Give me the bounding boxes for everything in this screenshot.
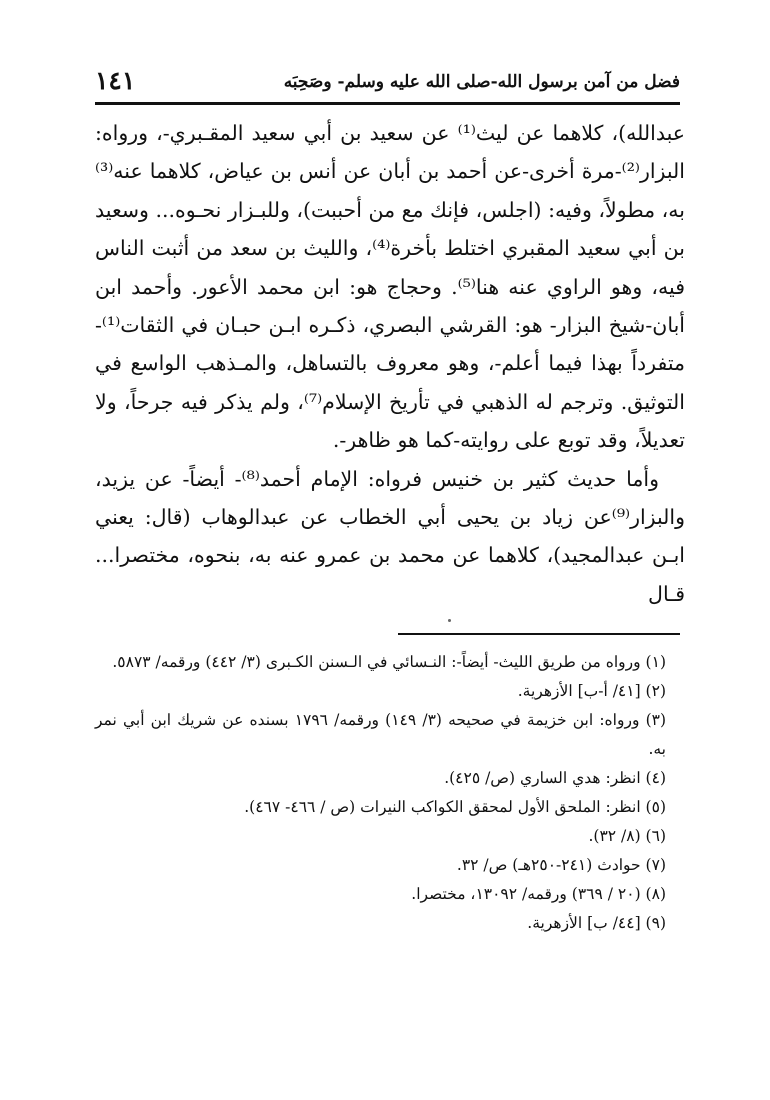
body-paragraph: وأما حديث كثير بن خنيس فرواه: الإمام أحمد⁽⁸⁾- أيضاً- عن يزيد، والبزار⁽⁹⁾عن زياد بن يحيى أبي الخطاب عن عبدالوهاب (قال: يعني ابـن عبدالمجيد)، كلاهما عن محمد بن عمرو عنه به، بنحوه، مختصرا... قـال (95, 466, 685, 606)
footnote: (١) ورواه من طريق الليث- أيضاً-: النـسائي في الـسنن الكـبرى (٣/ ٤٤٢) ورقمه/ ٥٨٧٣. (112, 653, 666, 671)
footnote: (٢) [٤١/ أ-ب] الأزهرية. (517, 682, 666, 700)
running-title: فضل من آمن برسول الله-صلى الله عليه وسلم- وصَحِبَه (283, 72, 680, 92)
page-speck (448, 619, 451, 622)
footnotes (95, 648, 680, 938)
footnote: (٣) ورواه: ابن خزيمة في صحيحه (٣/ ١٤٩) ورقمه/ ١٧٩٦ بسنده عن شريك ابن أبي نمر به. (95, 711, 667, 758)
footnote: (٥) انظر: الملحق الأول لمحقق الكواكب النيرات (ص / ٤٦٦- ٤٦٧). (244, 798, 666, 816)
main-text (95, 114, 685, 613)
footnote: (٧) حوادث (٢٤١-٢٥٠هـ) ص/ ٣٢. (456, 856, 666, 874)
header-rule (95, 102, 680, 105)
footnote-rule (398, 633, 680, 635)
footnote: (٤) انظر: هدي الساري (ص/ ٤٢٥). (444, 769, 666, 787)
footnote: (٩) [٤٤/ ب] الأزهرية. (527, 914, 666, 932)
body-paragraph: عبدالله)، كلاهما عن ليث⁽¹⁾ عن سعيد بن أبي سعيد المقـبري-، ورواه: البزار⁽²⁾-مرة أخرى-عن أحمد بن أبان عن أنس بن عياض، كلاهما عنه⁽³⁾ به، مطولاً، وفيه: (اجلس، فإنك مع من أحببت)، وللبـزار نحـوه... وسعيد بن أبي سعيد المقبري اختلط بأخرة⁽⁴⁾، والليث بن سعد من أثبت الناس فيه، وهو الراوي عنه هنا⁽⁵⁾. وحجاج هو: ابن محمد الأعور. وأحمد ابن أبان-شيخ البزار- هو: القرشي البصري، ذكـره ابـن حبـان في الثقات⁽¹⁾- متفرداً بهذا فيما أعلم-، وهو معروف بالتساهل، والمـذهب الواسع في التوثيق. وترجم له الذهبي في تأريخ الإسلام⁽⁷⁾، ولم يذكر فيه جرحاً، ولا تعديلاً، وقد توبع على روايته-كما هو ظاهر-. (95, 121, 685, 453)
page-number: ١٤١ (95, 66, 136, 95)
footnote: (٦) (٨/ ٣٢). (588, 827, 666, 845)
page-header (95, 66, 680, 106)
footnote: (٨) (٢٠ / ٣٦٩) ورقمه/ ١٣٠٩٢، مختصرا. (411, 885, 666, 903)
